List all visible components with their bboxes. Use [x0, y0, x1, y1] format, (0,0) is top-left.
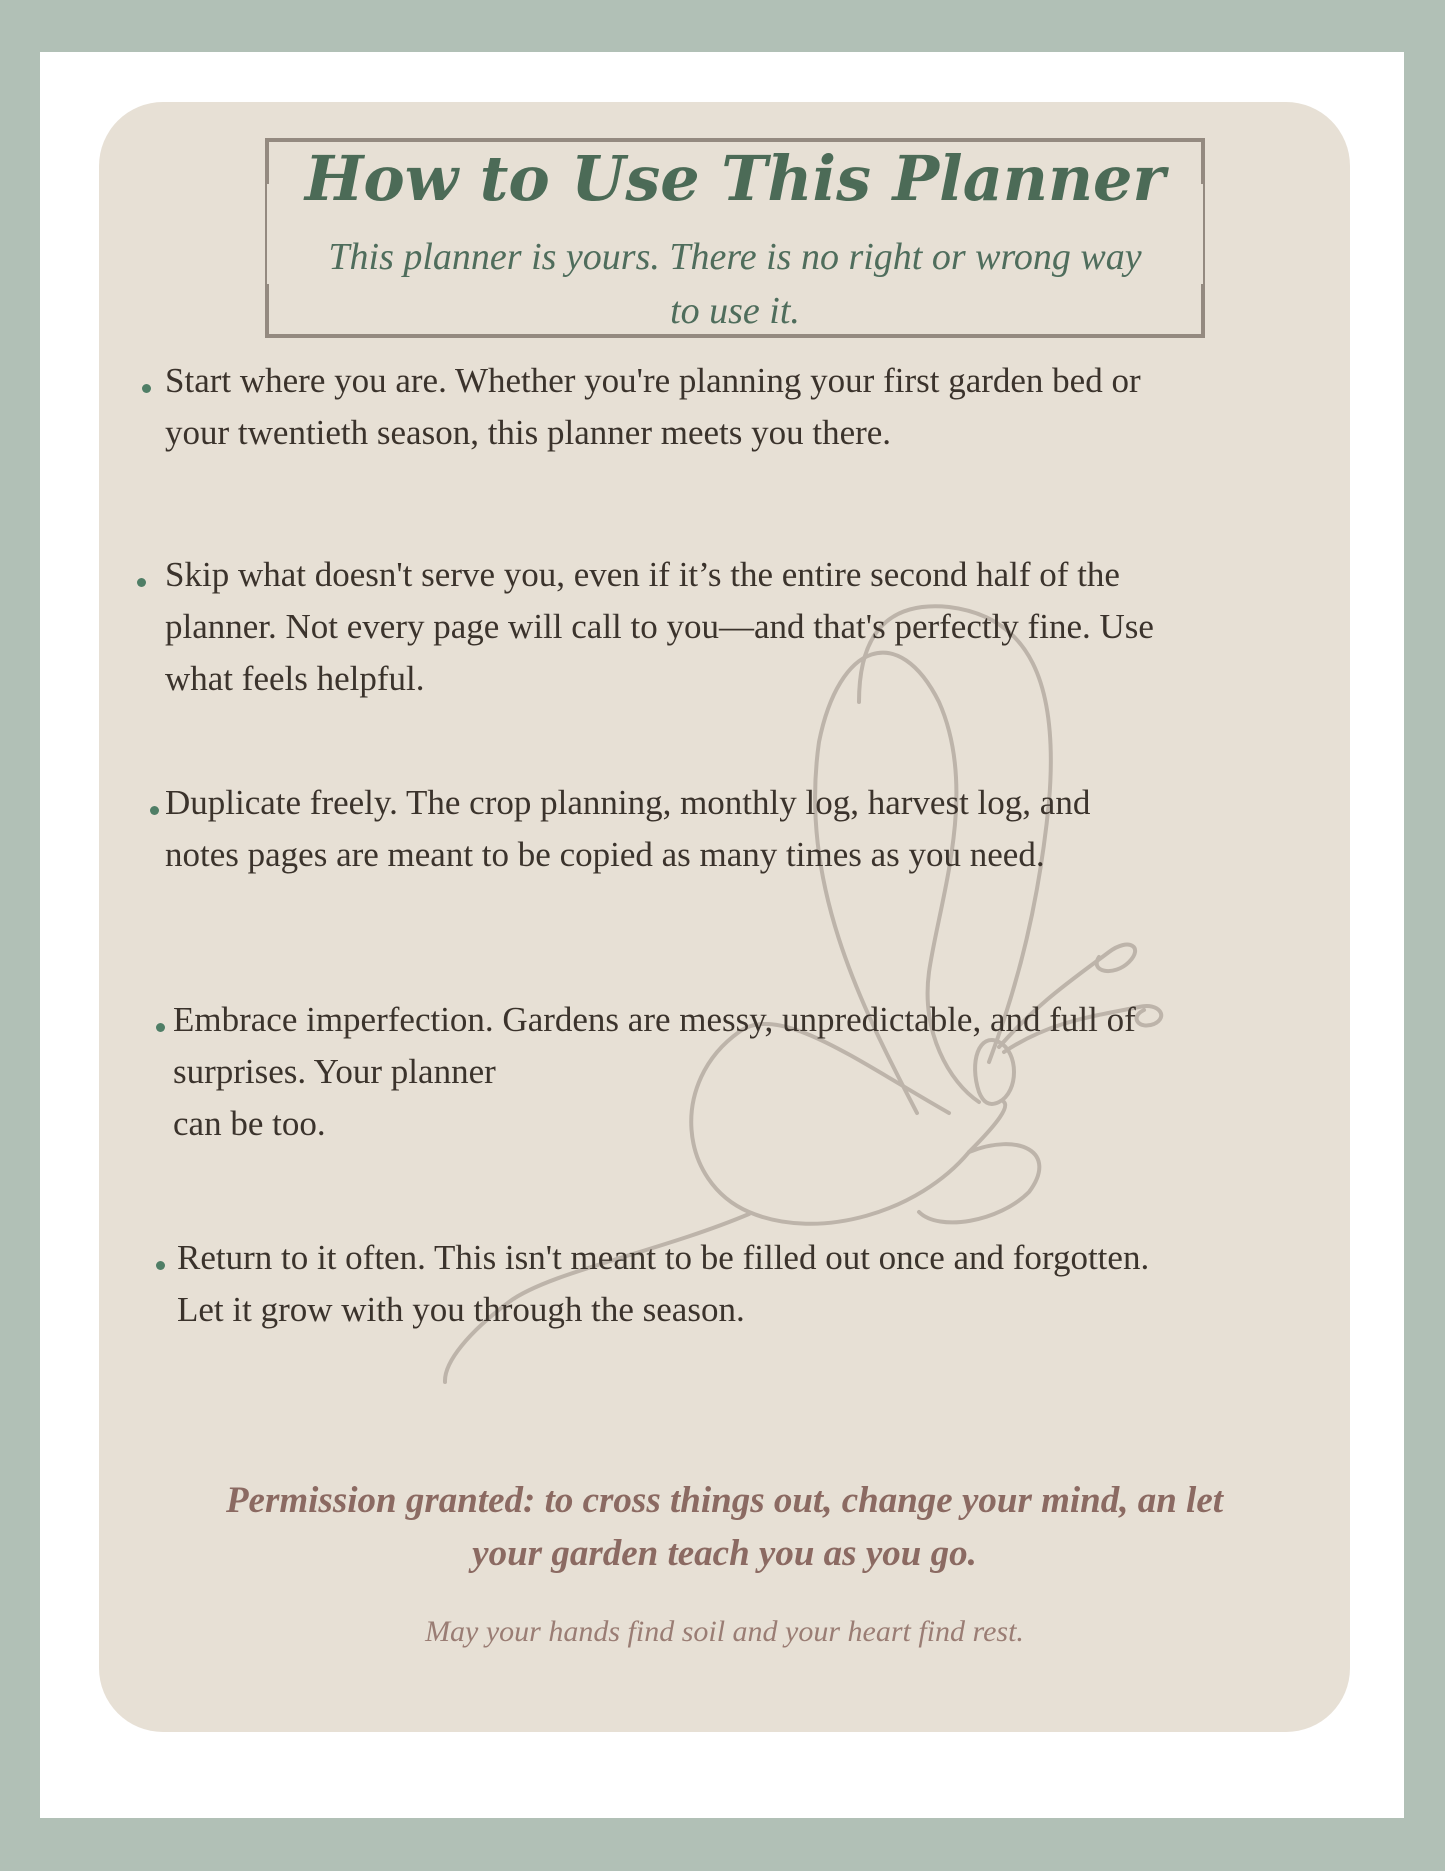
list-item-line: Duplicate freely. The crop planning, monthly log, harvest log, and: [165, 783, 1091, 822]
bullet-dot: [150, 806, 159, 815]
list-item: [177, 1232, 1149, 1336]
page-sheet: [40, 52, 1404, 1818]
bullet-dot: [156, 1023, 165, 1032]
list-item: [165, 355, 1141, 459]
page-title: How to Use This Planner: [304, 142, 1166, 215]
list-item-line: can be too.: [173, 1104, 326, 1143]
list-item-line: Return to it often. This isn't meant to be filled out once and forgotten.: [177, 1238, 1150, 1277]
list-item-line: planner. Not every page will call to you—and that's perfectly fine. Use: [165, 607, 1154, 646]
list-item-line: Let it grow with you through the season.: [177, 1290, 745, 1329]
subtitle-line: This planner is yours. There is no right or wrong way: [328, 236, 1142, 278]
subtitle-line: to use it.: [670, 290, 800, 332]
list-item-line: notes pages are meant to be copied as many times as you need.: [165, 835, 1045, 874]
permission-line: your garden teach you as you go.: [472, 1533, 977, 1574]
list-item-line: what feels helpful.: [165, 659, 425, 698]
closing-blessing: May your hands find soil and your heart find rest.: [425, 1615, 1024, 1648]
bullet-dot: [156, 1261, 165, 1270]
list-item-line: Embrace imperfection. Gardens are messy, unpredictable, and full of: [173, 1000, 1136, 1039]
content-card: [99, 102, 1350, 1732]
list-item-line: Start where you are. Whether you're planning your first garden bed or: [165, 361, 1141, 400]
page-subtitle: [265, 230, 1205, 338]
list-item-line: your twentieth season, this planner meets you there.: [165, 413, 892, 452]
permission-statement: [99, 1474, 1350, 1580]
permission-line: Permission granted: to cross things out, change your mind, an let: [225, 1480, 1224, 1521]
list-item: [165, 549, 1154, 705]
list-item-line: surprises. Your planner: [173, 1052, 496, 1091]
bullet-dot: [142, 384, 151, 393]
bullet-dot: [137, 578, 146, 587]
list-item-line: Skip what doesn't serve you, even if it’s the entire second half of the: [165, 555, 1120, 594]
list-item: [173, 994, 1136, 1150]
list-item: [165, 777, 1090, 881]
